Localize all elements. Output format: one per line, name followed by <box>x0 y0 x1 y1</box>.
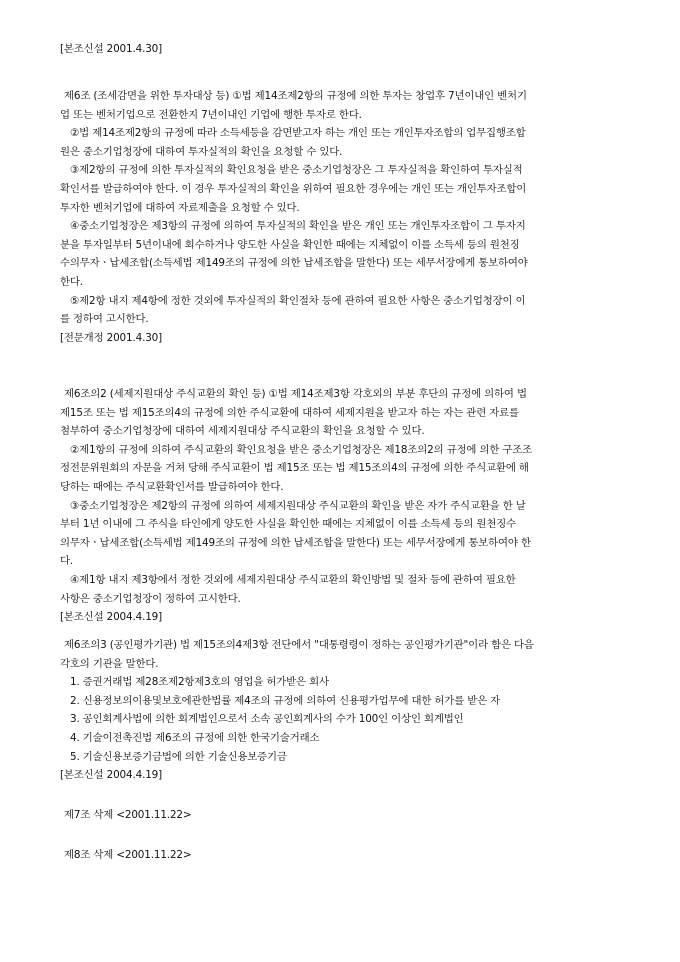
list-item: 1. 증권거래법 제28조제2항제3호의 영업을 허가받은 회사 <box>70 676 329 689</box>
article-text-line: 부터 1년 이내에 그 주식을 타인에게 양도한 사실을 확인한 때에는 지체없이 이를 소득세 등의 원천징수 <box>60 518 516 531</box>
article-6 <box>60 87 642 347</box>
article-text-line: ②제1항의 규정에 의하여 주식교환의 확인요청을 받은 중소기업청장은 제18조의2의 규정에 의한 구조조 <box>70 443 533 456</box>
article-text-line: 업 또는 벤처기업으로 전환한지 7년이내인 기업에 행한 투자로 한다. <box>60 108 362 121</box>
article-text-line: 원은 중소기업청장에 대하여 투자실적의 확인을 요청할 수 있다. <box>60 145 343 158</box>
amendment-note: [본조신설 2004.4.19] <box>60 611 163 624</box>
article-text-line: ④제1항 내지 제3항에서 정한 것외에 세제지원대상 주식교환의 확인방법 및 절차 등에 관하여 필요한 <box>70 573 516 586</box>
article-8-deleted: 제8조 삭제 <2001.11.22> <box>64 849 192 861</box>
article-text-line: ③제2항의 규정에 의한 투자실적의 확인요청을 받은 중소기업청장은 그 투자실적을 확인하여 투자실적 <box>70 164 523 177</box>
list-item: 5. 기술신용보증기금법에 의한 기술신용보증기금 <box>70 750 287 763</box>
amendment-note: [본조신설 2004.4.19] <box>60 769 163 782</box>
article-text-line: ⑤제2항 내지 제4항에 정한 것외에 투자실적의 확인절차 등에 관하여 필요한 사항은 중소기업청장이 이 <box>70 294 526 307</box>
article-text-line: 각호의 기관을 말한다. <box>60 657 159 670</box>
list-item: 4. 기술이전촉진법 제6조의 규정에 의한 한국기술거래소 <box>70 731 320 744</box>
article-7-deleted: 제7조 삭제 <2001.11.22> <box>64 809 192 821</box>
article-text-line: 다. <box>60 555 74 568</box>
article-text-line: 정전문위원회의 자문을 거쳐 당해 주식교환이 법 제15조 또는 법 제15조의4의 규정에 의한 주식교환에 해 <box>60 462 529 475</box>
article-6-3 <box>60 636 642 785</box>
article-text-line: ④중소기업청장은 제3항의 규정에 의하여 투자실적의 확인을 받은 개인 또는 개인투자조합이 그 투자지 <box>70 220 526 233</box>
article-text-line: ③중소기업청장은 제2항의 규정에 의하여 세제지원대상 주식교환의 확인을 받은 자가 주식교환을 한 날 <box>70 499 526 512</box>
article-text-line: 확인서를 발급하여야 한다. 이 경우 투자실적의 확인을 위하여 필요한 경우에는 개인 또는 개인투자조합이 <box>60 182 527 195</box>
article-6-3-heading-line: 제6조의3 (공인평가기관) 법 제15조의4제3항 전단에서 "대통령령이 정하는 공인평가기관"이라 함은 다음 <box>64 639 534 651</box>
article-text-line: 투자한 벤처기업에 대하여 자료제출을 요청할 수 있다. <box>60 201 300 214</box>
article-text-line: ②법 제14조제2항의 규정에 따라 소득세등을 감면받고자 하는 개인 또는 개인투자조합의 업무집행조합 <box>70 127 526 140</box>
article-text-line: 당하는 때에는 주식교환확인서를 발급하여야 한다. <box>60 480 284 493</box>
note-top <box>60 40 642 59</box>
article-text-line: 사항은 중소기업청장이 정하여 고시한다. <box>60 592 241 605</box>
article-6-2 <box>60 385 642 627</box>
amendment-note: [전문개정 2001.4.30] <box>60 331 163 344</box>
article-6-heading-line: 제6조 (조세감면을 위한 투자대상 등) ①법 제14조제2항의 규정에 의한 투자는 창업후 7년이내인 벤처기 <box>64 90 527 102</box>
article-text-line: 수의무자ㆍ납세조합(소득세법 제149조의 규정에 의한 납세조합을 말한다) 또는 세무서장에게 통보하여야 <box>60 257 528 270</box>
list-item: 2. 신용정보의이용및보호에관한법률 제4조의 규정에 의하여 신용평가업무에 대한 허가를 받은 자 <box>70 694 501 707</box>
article-text-line: 첨부하여 중소기업청장에 대하여 세제지원대상 주식교환의 확인을 요청할 수 있다. <box>60 425 425 438</box>
article-6-2-heading-line: 제6조의2 (세제지원대상 주식교환의 확인 등) ①법 제14조제3항 각호외의 부분 후단의 규정에 의하여 법 <box>64 388 527 400</box>
article-text-line: 의무자ㆍ납세조합(소득세법 제149조의 규정에 의한 납세조합을 말한다) 또는 세무서장에게 통보하여야 한 <box>60 536 531 549</box>
article-text-line: 분을 투자일부터 5년이내에 회수하거나 양도한 사실을 확인한 때에는 지체없이 이를 소득세 등의 원천징 <box>60 238 520 251</box>
article-text-line: 한다. <box>60 275 83 288</box>
article-7 <box>60 806 642 825</box>
article-8 <box>60 846 642 865</box>
article-text-line: 를 정하여 고시한다. <box>60 313 149 326</box>
list-item: 3. 공인회계사법에 의한 회계법인으로서 소속 공인회계사의 수가 100인 이상인 회계법인 <box>70 713 464 726</box>
amendment-note: [본조신설 2001.4.30] <box>60 43 163 55</box>
article-text-line: 제15조 또는 법 제15조의4의 규정에 의한 주식교환에 대하여 세제지원을 받고자 하는 자는 관련 자료를 <box>60 406 519 419</box>
